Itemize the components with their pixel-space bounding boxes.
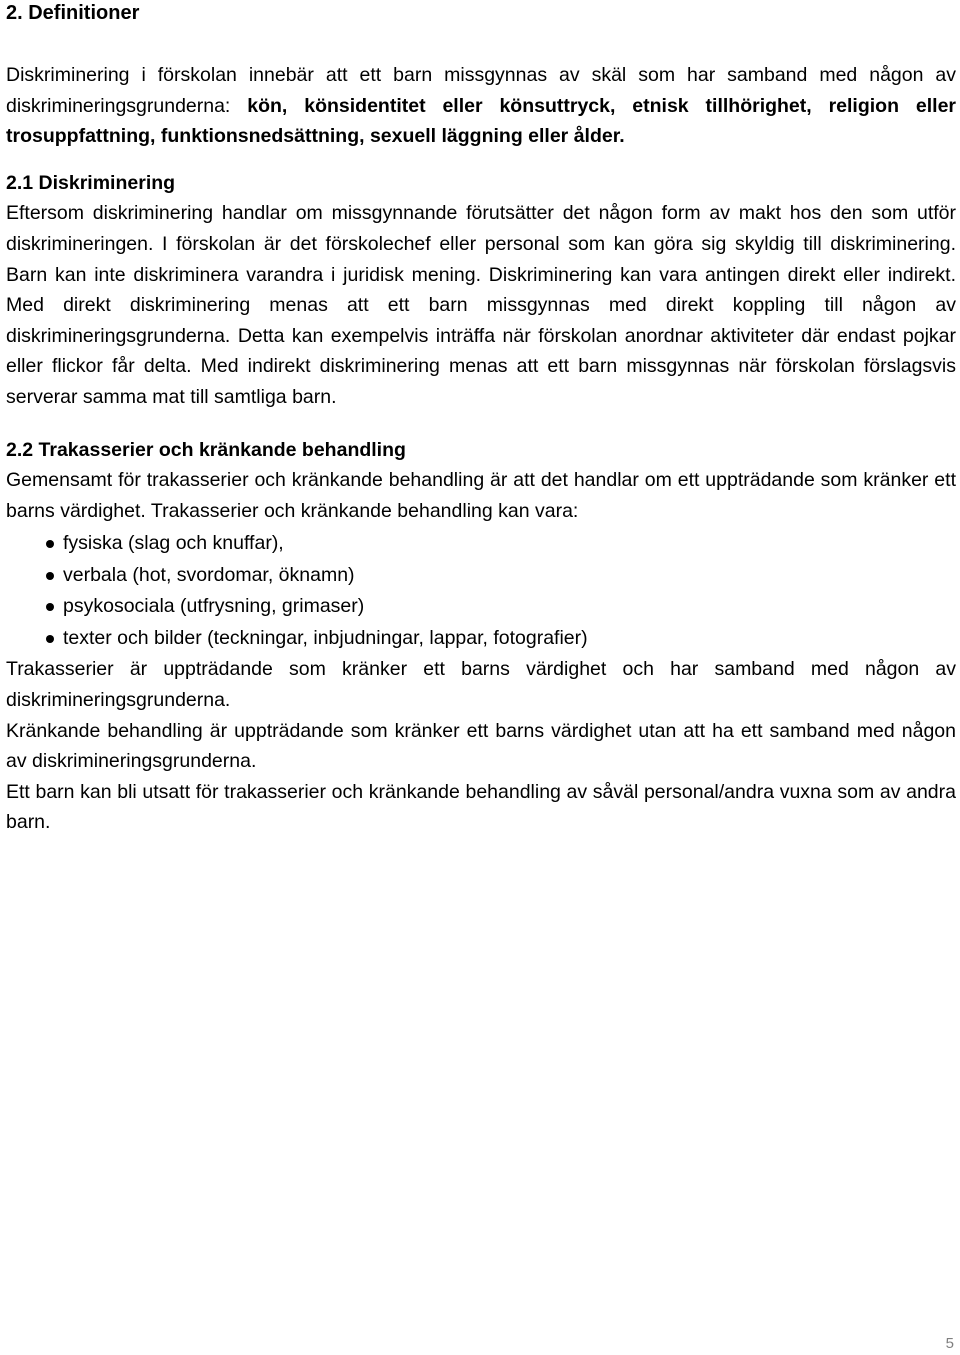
- bullet-icon: [46, 540, 54, 548]
- degrading-treatment-definition: Kränkande behandling är uppträdande som kränker ett barns värdighet utan att ha ett samband med någon av diskrimineringsgrunderna.: [6, 719, 956, 773]
- section-heading: 2. Definitioner: [6, 2, 140, 24]
- harassment-definition: Trakasserier är uppträdande som kränker ett barns värdighet och har samband med någon av diskrimineringsgrunderna.: [6, 658, 956, 711]
- intro-paragraph: [6, 60, 956, 152]
- exposure-paragraph: Ett barn kan bli utsatt för trakasserier och kränkande behandling av såväl personal/andra vuxna som av andra barn.: [6, 780, 956, 834]
- list-item: texter och bilder (teckningar, inbjudningar, lappar, fotografier): [6, 623, 956, 655]
- bullet-icon: [46, 603, 54, 611]
- bullet-icon: [46, 635, 54, 643]
- subsection-title-2-2: 2.2 Trakasserier och kränkande behandling: [6, 438, 406, 461]
- list-item: fysiska (slag och knuffar),: [6, 528, 956, 560]
- subsection-title-2-1: 2.1 Diskriminering: [6, 171, 176, 194]
- document-page: [6, 0, 956, 838]
- page-number: 5: [945, 1335, 954, 1352]
- list-item: verbala (hot, svordomar, öknamn): [6, 560, 956, 592]
- harassment-types-list: [6, 528, 956, 654]
- subsection-body-2-1: Eftersom diskriminering handlar om missgynnande förutsätter det någon form av makt hos den som utför diskrimineringen. I förskolan är det förskolechef eller personal som kan göra sig skyldig till diskriminering. Barn kan inte diskriminera varandra i juridisk mening. Diskriminering kan vara antingen direkt eller indirekt. Med direkt diskriminering menas att ett barn missgynnas med direkt koppling till någon av diskrimineringsgrunderna. Detta kan exempelvis inträffa när förskolan anordnar aktiviteter där endast pojkar eller flickor får delta. Med indirekt diskriminering menas att ett barn missgynnas när förskolan förslagsvis serverar samma mat till samtliga barn.: [6, 202, 956, 408]
- list-item: psykosociala (utfrysning, grimaser): [6, 591, 956, 623]
- subsection-intro-2-2: Gemensamt för trakasserier och kränkande behandling är att det handlar om ett uppträdande som kränker ett barns värdighet. Trakasserier och kränkande behandling kan vara:: [6, 469, 956, 522]
- discrimination-grounds: kön, könsidentitet eller könsuttryck, etnisk tillhörighet, religion eller trosuppfattning, funktionsnedsättning, sexuell läggning eller ålder.: [6, 94, 956, 148]
- intro-text: Diskriminering i förskolan innebär att ett barn missgynnas av skäl som har samband med någon av diskrimineringsgrunderna:: [6, 64, 956, 117]
- bullet-icon: [46, 572, 54, 580]
